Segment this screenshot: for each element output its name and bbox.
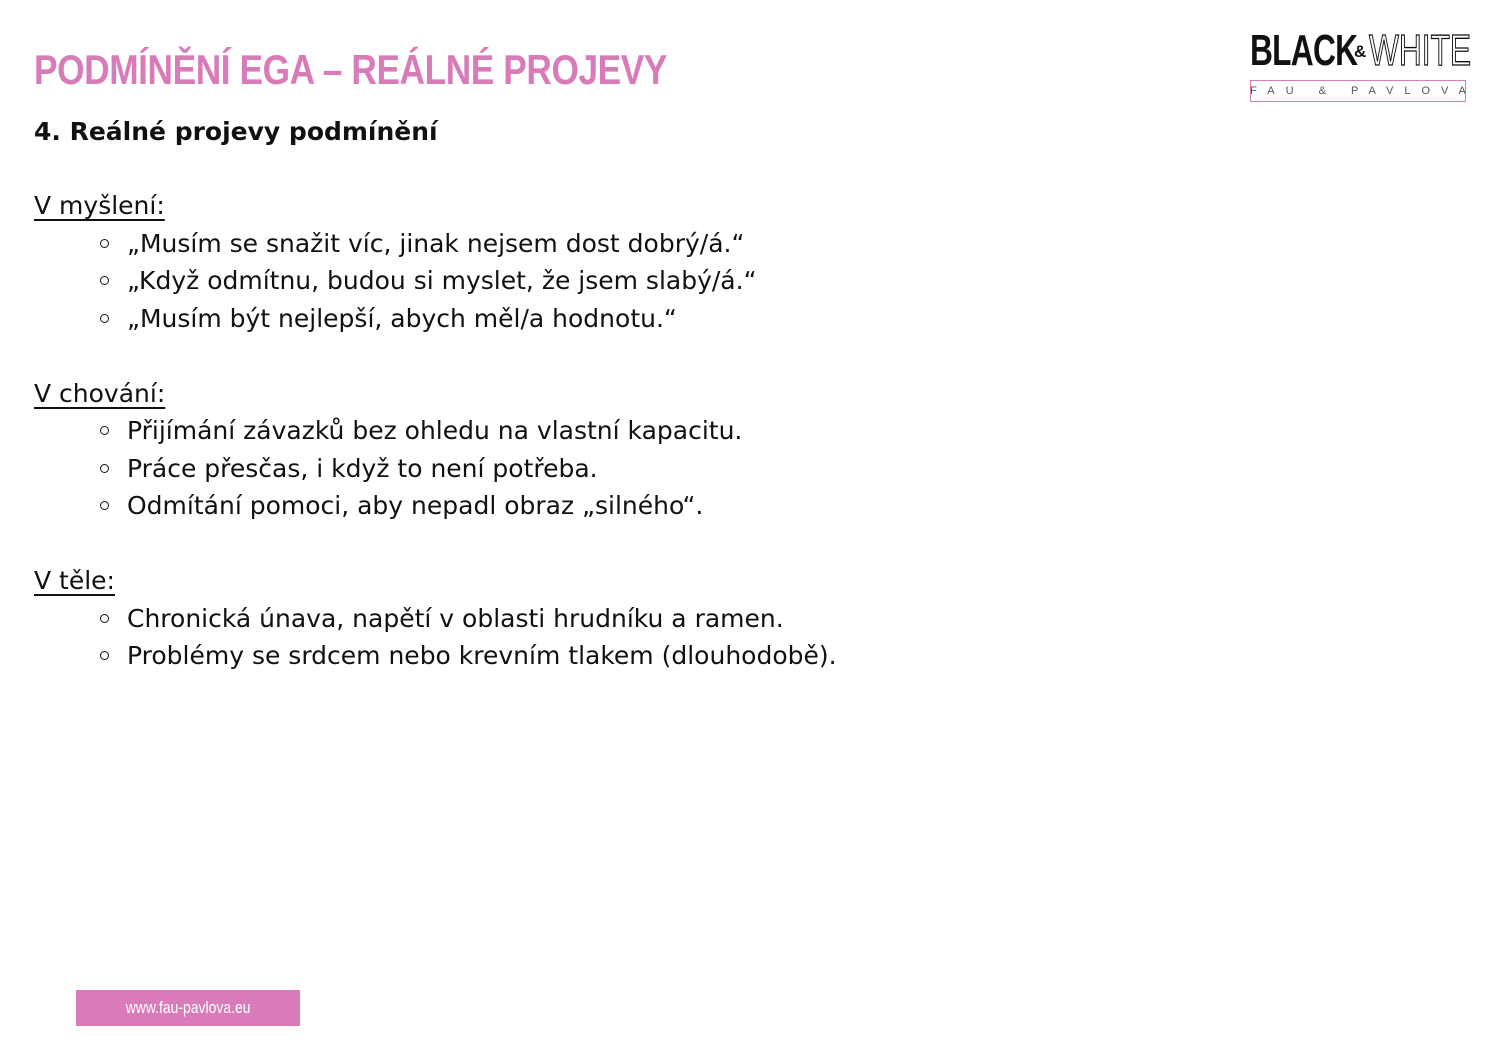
website-link[interactable]	[76, 990, 300, 1026]
website-text: www.fau-pavlova.eu	[125, 998, 251, 1017]
section-heading: V myšlení:	[34, 191, 165, 220]
list-item	[34, 262, 1034, 300]
brand-logo	[1250, 26, 1477, 106]
list-item	[34, 487, 1034, 525]
list-item	[34, 225, 1034, 263]
section-thinking	[34, 187, 1034, 337]
list-item-text: Chronická únava, napětí v oblasti hrudníku a ramen.	[127, 603, 784, 633]
logo-ampersand: &	[1354, 42, 1367, 61]
bullet-list	[34, 225, 1034, 338]
circle-bullet-icon	[100, 426, 109, 435]
list-item-text: Práce přesčas, i když to není potřeba.	[127, 453, 598, 483]
section-heading: V chování:	[34, 378, 166, 408]
content	[34, 187, 1034, 712]
section-body	[34, 562, 1034, 675]
list-item	[34, 600, 1034, 638]
logo-word-black: BLACK	[1250, 26, 1358, 75]
bullet-list	[34, 600, 1034, 675]
section-behavior	[34, 375, 1034, 525]
list-item	[34, 450, 1034, 488]
circle-bullet-icon	[100, 276, 109, 285]
list-item-text: Odmítání pomoci, aby nepadl obraz „silného“.	[127, 491, 704, 520]
list-item-text: „Musím se snažit víc, jinak nejsem dost dobrý/á.“	[127, 228, 745, 258]
list-item	[34, 637, 1034, 675]
list-item	[34, 412, 1034, 450]
list-item	[34, 300, 1034, 338]
list-item-text: „Když odmítnu, budou si myslet, že jsem slabý/á.“	[127, 266, 757, 295]
circle-bullet-icon	[100, 239, 109, 248]
logo-word-white: WHITE	[1369, 26, 1472, 75]
circle-bullet-icon	[100, 501, 109, 510]
logo-tagline-box	[1250, 80, 1477, 102]
page-title: PODMÍNĚNÍ EGA – REÁLNÉ PROJEVY	[34, 46, 668, 93]
circle-bullet-icon	[100, 314, 109, 323]
list-item-text: Přijímání závazků bez ohledu na vlastní kapacitu.	[127, 416, 743, 445]
circle-bullet-icon	[100, 464, 109, 473]
list-item-text: Problémy se srdcem nebo krevním tlakem (dlouhodobě).	[127, 641, 837, 670]
section-heading: V těle:	[34, 566, 115, 595]
bullet-list	[34, 412, 1034, 525]
page-subtitle: 4. Reálné projevy podmínění	[34, 117, 438, 146]
logo-tagline: FAU & PAVLOVA	[1250, 85, 1477, 97]
circle-bullet-icon	[100, 651, 109, 660]
list-item-text: „Musím být nejlepší, abych měl/a hodnotu.“	[127, 303, 677, 333]
circle-bullet-icon	[100, 614, 109, 623]
